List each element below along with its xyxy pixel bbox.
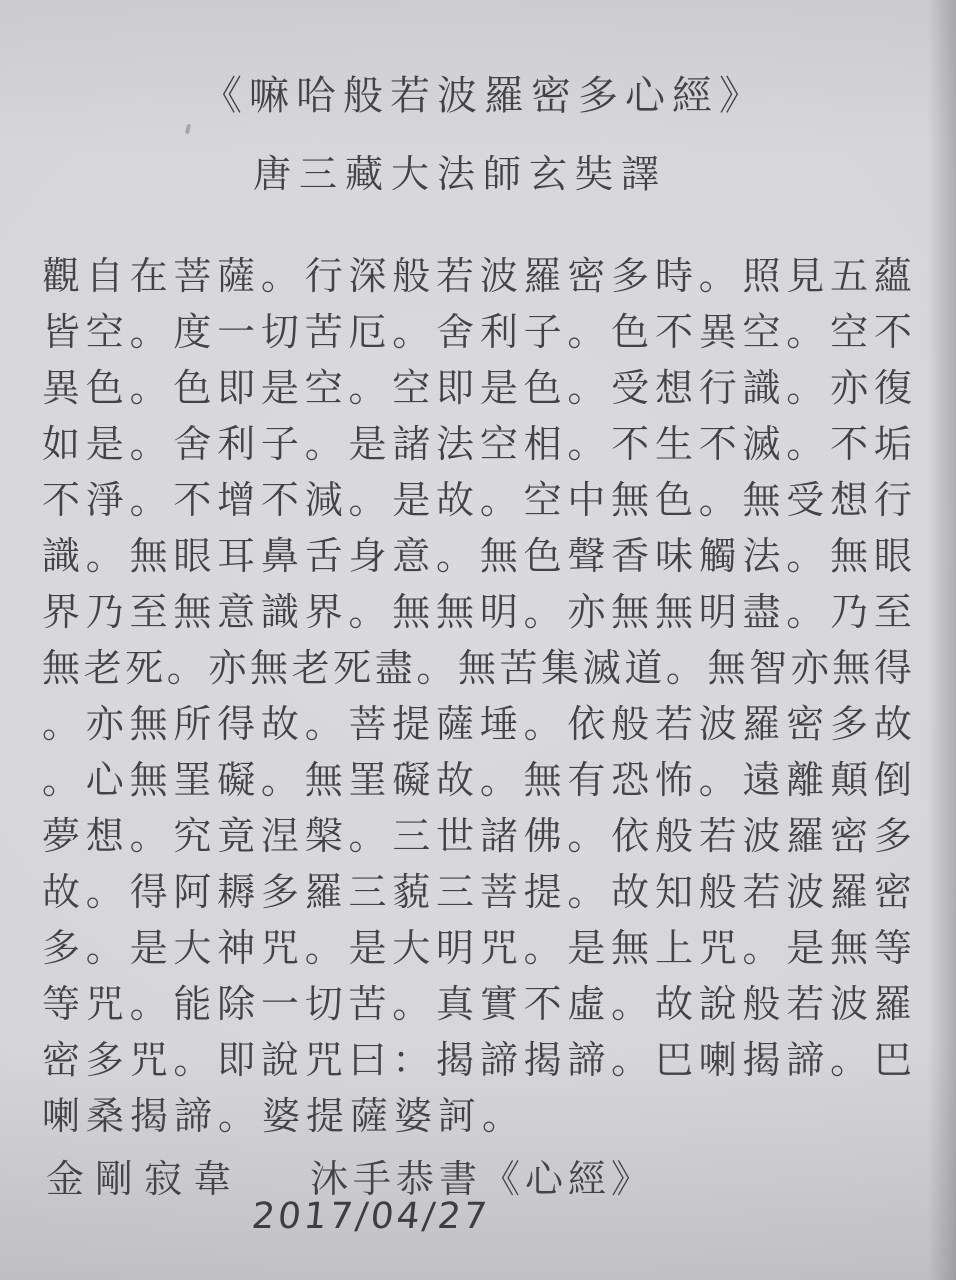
sutra-line: 。 心 無 罣 礙 。 無 罣 礙 故 。 無 有 恐 怖 。 遠 離 顛 倒 [42, 757, 912, 802]
sutra-translator-line: 唐三藏大法師玄奘譯 [252, 152, 667, 196]
sutra-line: 識 。 無 眼 耳 鼻 舌 身 意 。 無 色 聲 香 味 觸 法 。 無 眼 [42, 533, 912, 578]
sutra-body [42, 244, 912, 1140]
signature-inscription: 沐手恭書《心經》 [310, 1157, 655, 1201]
sutra-line: 異 色 。 色 即 是 空 。 空 即 是 色 。 受 想 行 識 。 亦 復 [42, 365, 912, 410]
sutra-line: 無 老 死 。 亦 無 老 死 盡 。 無 苦 集 滅 道 。 無 智 亦 無 得 [42, 645, 912, 690]
signer-name: 金剛寂韋 [46, 1157, 243, 1201]
title-block [0, 64, 956, 198]
sutra-line: 密 多 咒 。 即 說 咒 曰 ： 揭 諦 揭 諦 。 巴 喇 揭 諦 。 巴 [42, 1037, 912, 1082]
sutra-line: 故 。 得 阿 耨 多 羅 三 藐 三 菩 提 。 故 知 般 若 波 羅 密 [42, 869, 912, 914]
sutra-line: 等 咒 。 能 除 一 切 苦 。 真 實 不 虛 。 故 說 般 若 波 羅 [42, 981, 912, 1026]
sutra-line: 夢 想 。 究 竟 涅 槃 。 三 世 諸 佛 。 依 般 若 波 羅 密 多 [42, 813, 912, 858]
signature-row [46, 1148, 912, 1203]
signature-date: 2017/04/27 [249, 1196, 492, 1237]
sutra-line: 如 是 。 舍 利 子 。 是 諸 法 空 相 。 不 生 不 滅 。 不 垢 [42, 421, 912, 466]
sutra-line: 觀 自 在 菩 薩 。 行 深 般 若 波 羅 密 多 時 。 照 見 五 蘊 [42, 253, 912, 298]
sutra-line: 。 亦 無 所 得 故 。 菩 提 薩 埵 。 依 般 若 波 羅 密 多 故 [42, 701, 912, 746]
sutra-line: 界 乃 至 無 意 識 界 。 無 無 明 。 亦 無 無 明 盡 。 乃 至 [42, 589, 912, 634]
sutra-line: 多 。 是 大 神 咒 。 是 大 明 咒 。 是 無 上 咒 。 是 無 等 [42, 925, 912, 970]
sutra-line: 皆 空 。 度 一 切 苦 厄 。 舍 利 子 。 色 不 異 空 。 空 不 [42, 309, 912, 354]
sutra-line-last: 喇桑揭諦。婆提薩婆訶。 [42, 1093, 527, 1138]
sutra-line: 不 淨 。 不 增 不 減 。 是 故 。 空 中 無 色 。 無 受 想 行 [42, 477, 912, 522]
sutra-title: 《嘛哈般若波羅密多心經》 [202, 73, 766, 119]
